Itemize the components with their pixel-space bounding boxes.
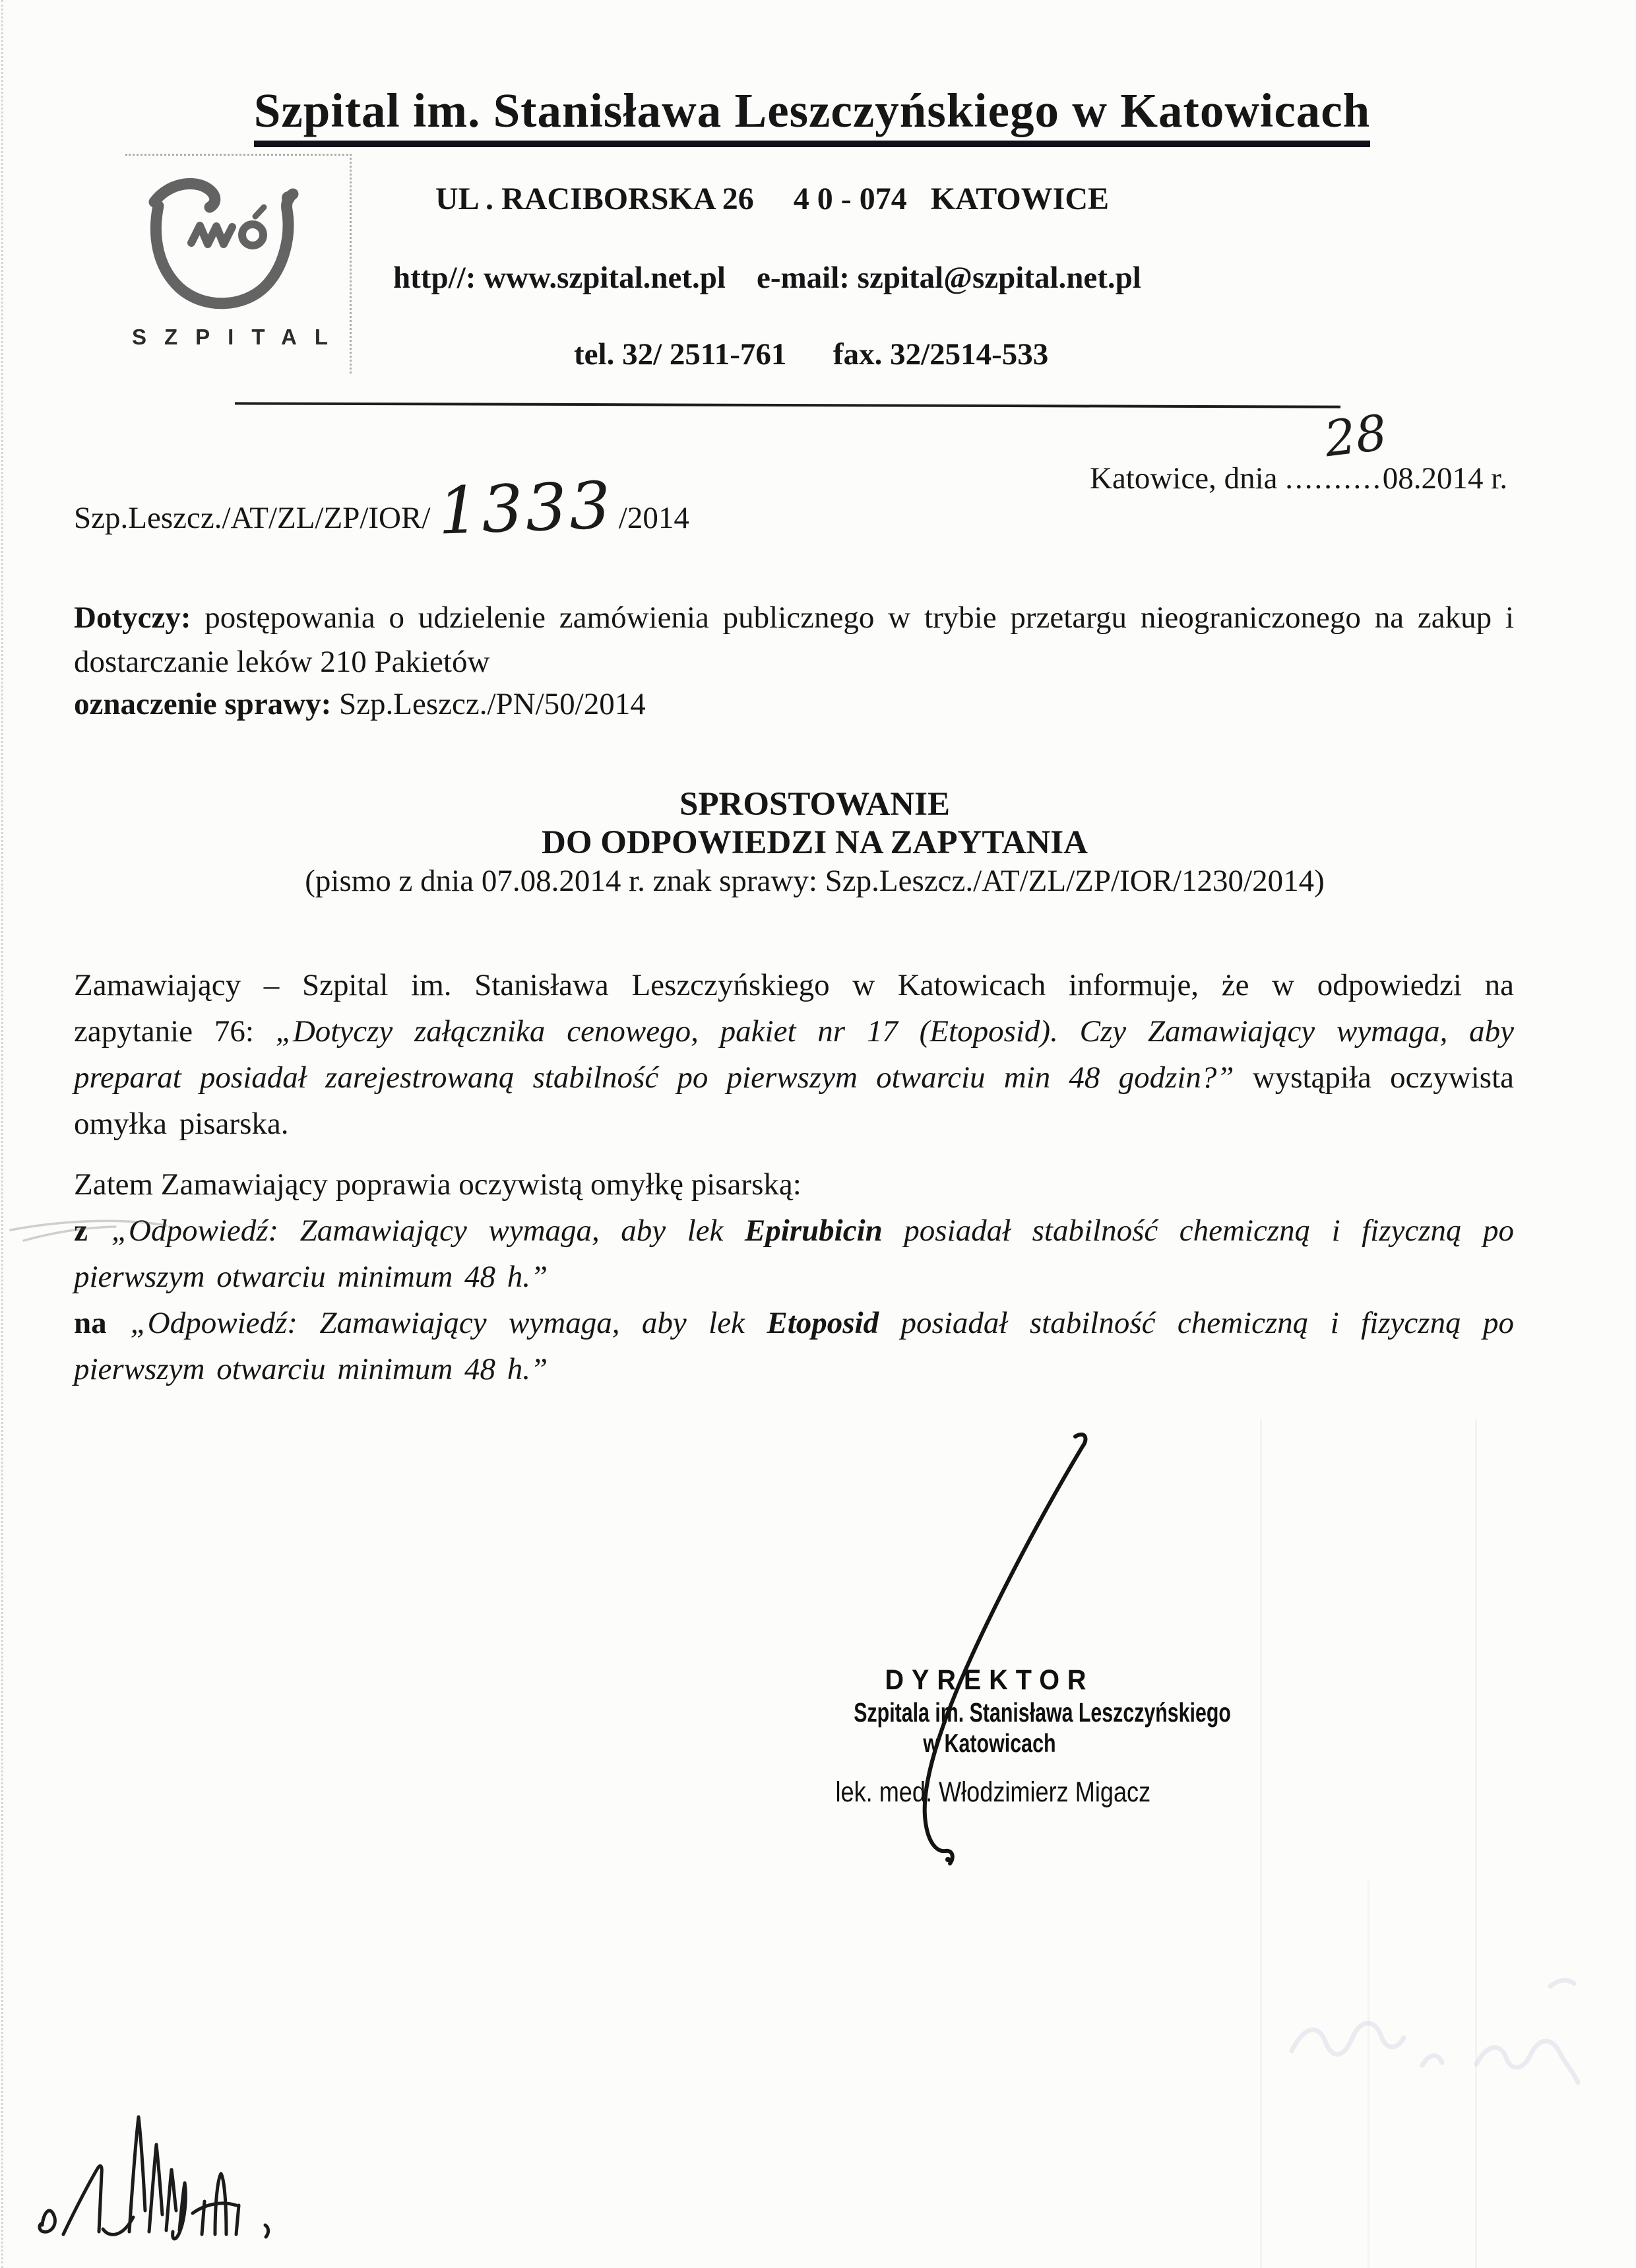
stamp-title: DYREKTOR	[885, 1664, 1094, 1696]
para1-start: Zamawiający – Szpital im. Stanisława Leszczyńskiego w Katowicach informuje, że w odpowiedzi na zapytanie 76:	[74, 968, 1514, 1049]
handwritten-day: 28	[1321, 404, 1391, 469]
subject-label: Dotyczy:	[74, 600, 191, 635]
heading-line-1: SPROSTOWANIE	[679, 786, 951, 823]
web-email-line: http//: www.szpital.net.pl e-mail: szpital@szpital.net.pl	[393, 261, 1141, 295]
hospital-name: Szpital im. Stanisława Leszczyńskiego w Katowicach	[254, 83, 1370, 147]
para1-end: wystąpiła oczywista omyłka pisarska.	[74, 1060, 1514, 1141]
para1-quote: „Dotyczy załącznika cenowego, pakiet nr 17 (Etoposid). Czy Zamawiający wymaga, aby preparat posiadał zarejestrowaną stabilność po pierwszym otwarciu min 48 godzin?”	[74, 1014, 1514, 1095]
from-marker: z	[74, 1214, 88, 1248]
case-reference-line	[74, 686, 646, 722]
to-marker: na	[74, 1306, 107, 1340]
date-dots: ..........	[1285, 461, 1383, 496]
header-divider	[235, 402, 1340, 408]
stamp-hospital: Szpitala im. Stanisława Leszczyńskiego	[854, 1697, 1231, 1728]
correction-from-line	[74, 1208, 1514, 1300]
to-quote-before: „Odpowiedź: Zamawiający wymaga, aby lek	[130, 1306, 767, 1340]
stamp-city: w Katowicach	[923, 1730, 1056, 1758]
case-value: Szp.Leszcz./PN/50/2014	[339, 687, 646, 721]
reference-number-line	[74, 468, 689, 550]
from-quote-before: „Odpowiedź: Zamawiający wymaga, aby lek	[111, 1214, 745, 1248]
bleed-through-marks	[1292, 1980, 1578, 2083]
director-stamp	[806, 1664, 1231, 1759]
hospital-logo	[125, 154, 352, 373]
to-drug-name: Etoposid	[767, 1306, 879, 1340]
correction-intro: Zatem Zamawiający poprawia oczywistą omyłkę pisarską:	[74, 1167, 802, 1202]
reference-prefix: Szp.Leszcz./AT/ZL/ZP/IOR/	[74, 501, 431, 535]
tel-fax-line: tel. 32/ 2511-761 fax. 32/2514-533	[574, 337, 1049, 372]
scan-streak	[1368, 1881, 1369, 2268]
body-paragraph-1	[74, 962, 1514, 1147]
body-paragraph-2	[74, 1161, 1514, 1392]
from-drug-name: Epirubicin	[744, 1214, 883, 1248]
place-date-prefix: Katowice, dnia	[1090, 461, 1286, 496]
correction-to-line	[74, 1300, 1514, 1392]
scan-streak	[1260, 1419, 1262, 2268]
scan-streak	[1475, 1419, 1477, 2268]
address-line: UL . RACIBORSKA 26 4 0 - 074 KATOWICE	[435, 181, 1110, 216]
from-quote-after: posiadał stabilność chemiczną i fizyczną po pierwszym otwarciu minimum 48 h.”	[74, 1214, 1514, 1294]
handwriting-scribble	[40, 2117, 268, 2239]
case-label: oznaczenie sprawy:	[74, 687, 340, 721]
scan-edge-dotted-line	[1, 0, 3, 2268]
heading-line-3: (pismo z dnia 07.08.2014 r. znak sprawy: Szp.Leszcz./AT/ZL/ZP/IOR/1230/2014)	[305, 864, 1325, 898]
place-date-line	[1090, 461, 1507, 496]
heading-line-2: DO ODPOWIEDZI NA ZAPYTANIA	[542, 824, 1088, 861]
handwritten-reference-number: 1333	[437, 468, 615, 550]
place-date-suffix: 08.2014 r.	[1382, 461, 1508, 496]
subject-paragraph	[74, 596, 1514, 684]
logo-label: SZPITAL	[132, 325, 346, 349]
page-title	[0, 83, 1624, 147]
signer-name: lek. med. Włodzimierz Migacz	[835, 1776, 1151, 1808]
subject-text: postępowania o udzielenie zamówienia publicznego w trybie przetargu nieograniczonego na zakup i dostarczanie leków 210 Pakietów	[74, 600, 1514, 679]
to-quote-after: posiadał stabilność chemiczną i fizyczną po pierwszym otwarciu minimum 48 h.”	[74, 1306, 1514, 1386]
document-heading	[0, 785, 1629, 900]
reference-suffix: /2014	[618, 501, 689, 535]
